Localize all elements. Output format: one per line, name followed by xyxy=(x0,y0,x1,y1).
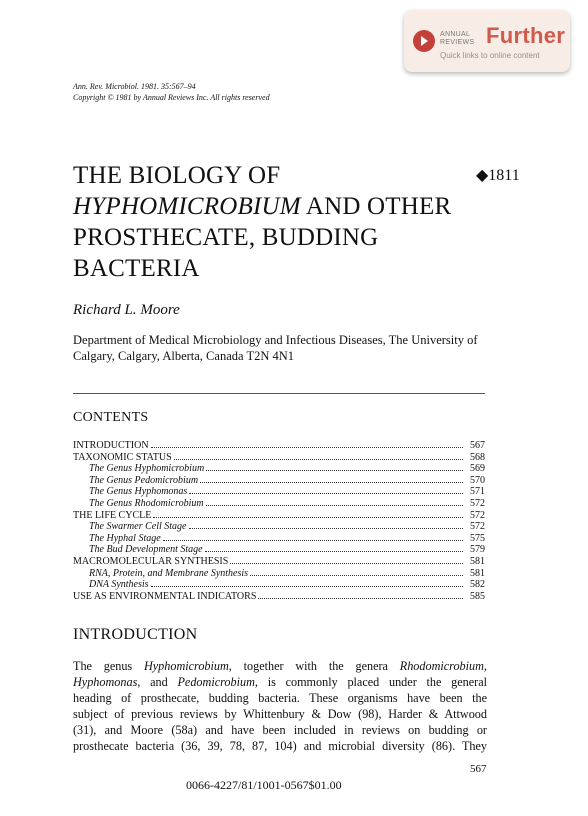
article-number: ◆1811 xyxy=(476,167,520,184)
annual-reviews-further-badge[interactable] xyxy=(404,10,570,72)
table-of-contents xyxy=(73,440,485,602)
badge-further-label: Further xyxy=(486,23,566,48)
page-number: 567 xyxy=(470,763,487,775)
toc-entry-label: MACROMOLECULAR SYNTHESIS xyxy=(73,555,229,567)
toc-leader-dots xyxy=(151,440,463,448)
toc-entry-label: The Genus Hyphomicrobium xyxy=(89,463,205,475)
toc-entry-page: 581 xyxy=(470,567,485,579)
title-line-4: BACTERIA xyxy=(73,255,200,282)
body-genus-italic: Pedomicrobium, xyxy=(177,675,258,689)
article-title xyxy=(73,160,451,284)
body-line-5: (31), and Moore (58a) and have been included in reviews on budding or xyxy=(73,723,487,737)
body-line-6: prosthecate bacteria (36, 39, 78, 87, 104) and microbial diversity (86). They xyxy=(73,739,487,753)
toc-entry[interactable] xyxy=(73,579,485,591)
toc-entry[interactable] xyxy=(73,533,485,545)
toc-entry[interactable] xyxy=(73,510,485,522)
toc-leader-dots xyxy=(163,533,463,541)
toc-entry-page: 569 xyxy=(470,463,485,475)
body-text-span: together with the genera xyxy=(231,659,400,673)
title-line-3: PROSTHECATE, BUDDING xyxy=(73,224,379,251)
toc-entry-label: DNA Synthesis xyxy=(89,579,149,591)
toc-entry[interactable] xyxy=(73,544,485,556)
title-genus: HYPHOMICROBIUM xyxy=(73,193,301,220)
affiliation-line-2: Calgary, Calgary, Alberta, Canada T2N 4N1 xyxy=(73,349,295,363)
toc-entry-page: 567 xyxy=(470,440,485,451)
body-genus-italic: Rhodomicrobium, xyxy=(399,659,487,673)
toc-leader-dots xyxy=(206,498,463,506)
toc-leader-dots xyxy=(189,486,463,494)
toc-leader-dots xyxy=(206,463,463,471)
toc-entry[interactable] xyxy=(73,475,485,487)
toc-leader-dots xyxy=(153,510,463,518)
toc-entry-label: The Genus Rhodomicrobium xyxy=(89,497,204,509)
toc-entry-page: 572 xyxy=(470,497,485,509)
annual-reviews-logo-icon xyxy=(413,30,435,52)
body-genus-italic: Hyphomonas, xyxy=(73,675,141,689)
toc-leader-dots xyxy=(200,475,463,483)
body-line-1 xyxy=(73,658,487,674)
toc-entry-page: 568 xyxy=(470,451,485,463)
toc-entry-page: 571 xyxy=(470,486,485,498)
toc-entry[interactable] xyxy=(73,498,485,510)
toc-entry-page: 572 xyxy=(470,521,485,533)
badge-subtitle: Quick links to online content xyxy=(440,51,540,60)
toc-leader-dots xyxy=(205,544,463,552)
contents-heading: CONTENTS xyxy=(73,410,149,425)
title-line-2 xyxy=(73,191,451,222)
body-line-3: heading of prosthecate, budding bacteria. These organisms have been the xyxy=(73,691,487,705)
toc-leader-dots xyxy=(189,521,464,529)
toc-entry-label: The Swarmer Cell Stage xyxy=(89,521,187,533)
toc-entry[interactable] xyxy=(73,591,485,603)
toc-entry[interactable] xyxy=(73,463,485,475)
toc-entry-label: TAXONOMIC STATUS xyxy=(73,451,172,463)
journal-citation xyxy=(73,81,270,103)
body-text-span: and xyxy=(140,675,178,689)
body-line-2 xyxy=(73,674,487,690)
toc-entry-page: 579 xyxy=(470,544,485,556)
toc-entry-page: 581 xyxy=(470,555,485,567)
footer-code: 0066-4227/81/1001-0567$01.00 xyxy=(186,778,342,792)
toc-entry[interactable] xyxy=(73,556,485,568)
author-name: Richard L. Moore xyxy=(73,302,180,318)
badge-brand-line2: REVIEWS xyxy=(440,39,475,46)
toc-entry[interactable] xyxy=(73,568,485,580)
toc-entry[interactable] xyxy=(73,440,485,452)
citation-line-1: Ann. Rev. Microbiol. 1981. 35:567–94 xyxy=(73,82,196,91)
toc-entry-label: THE LIFE CYCLE xyxy=(73,509,152,521)
introduction-body xyxy=(73,658,487,754)
toc-entry-label: The Bud Development Stage xyxy=(89,544,203,556)
toc-leader-dots xyxy=(258,591,463,599)
toc-entry-label: The Hyphal Stage xyxy=(89,532,161,544)
body-line-4: subject of previous reviews by Whittenbury & Dow (98), Harder & Attwood xyxy=(73,707,487,721)
toc-entry-page: 575 xyxy=(470,532,485,544)
toc-leader-dots xyxy=(151,579,463,587)
toc-entry-page: 582 xyxy=(470,579,485,591)
toc-entry-label: INTRODUCTION xyxy=(73,440,149,451)
toc-entry[interactable] xyxy=(73,521,485,533)
badge-brand xyxy=(440,31,474,47)
toc-entry-label: The Genus Hyphomonas xyxy=(89,486,188,498)
toc-entry[interactable] xyxy=(73,452,485,464)
section-divider xyxy=(73,393,485,394)
body-genus-italic: Hyphomicrobium, xyxy=(143,659,232,673)
toc-leader-dots xyxy=(230,556,463,564)
toc-leader-dots xyxy=(174,452,463,460)
citation-line-2: Copyright © 1981 by Annual Reviews Inc. All rights reserved xyxy=(73,93,270,102)
affiliation-line-1: Department of Medical Microbiology and Infectious Diseases, The University of xyxy=(73,333,478,347)
toc-leader-dots xyxy=(250,568,463,576)
toc-entry-page: 570 xyxy=(470,474,485,486)
body-text-span: is commonly placed under the general xyxy=(257,675,487,689)
title-line-2-rest: AND OTHER xyxy=(300,193,452,220)
toc-entry-page: 585 xyxy=(470,590,485,602)
toc-entry[interactable] xyxy=(73,486,485,498)
body-text-span: The genus xyxy=(73,659,144,673)
toc-entry-label: USE AS ENVIRONMENTAL INDICATORS xyxy=(73,590,257,602)
author-affiliation xyxy=(73,332,493,364)
toc-entry-page: 572 xyxy=(470,509,485,521)
introduction-heading: INTRODUCTION xyxy=(73,626,198,643)
toc-entry-label: RNA, Protein, and Membrane Synthesis xyxy=(89,567,249,579)
badge-brand-line1: ANNUAL xyxy=(440,31,471,38)
title-line-1: THE BIOLOGY OF xyxy=(73,162,281,189)
toc-entry-label: The Genus Pedomicrobium xyxy=(89,474,199,486)
